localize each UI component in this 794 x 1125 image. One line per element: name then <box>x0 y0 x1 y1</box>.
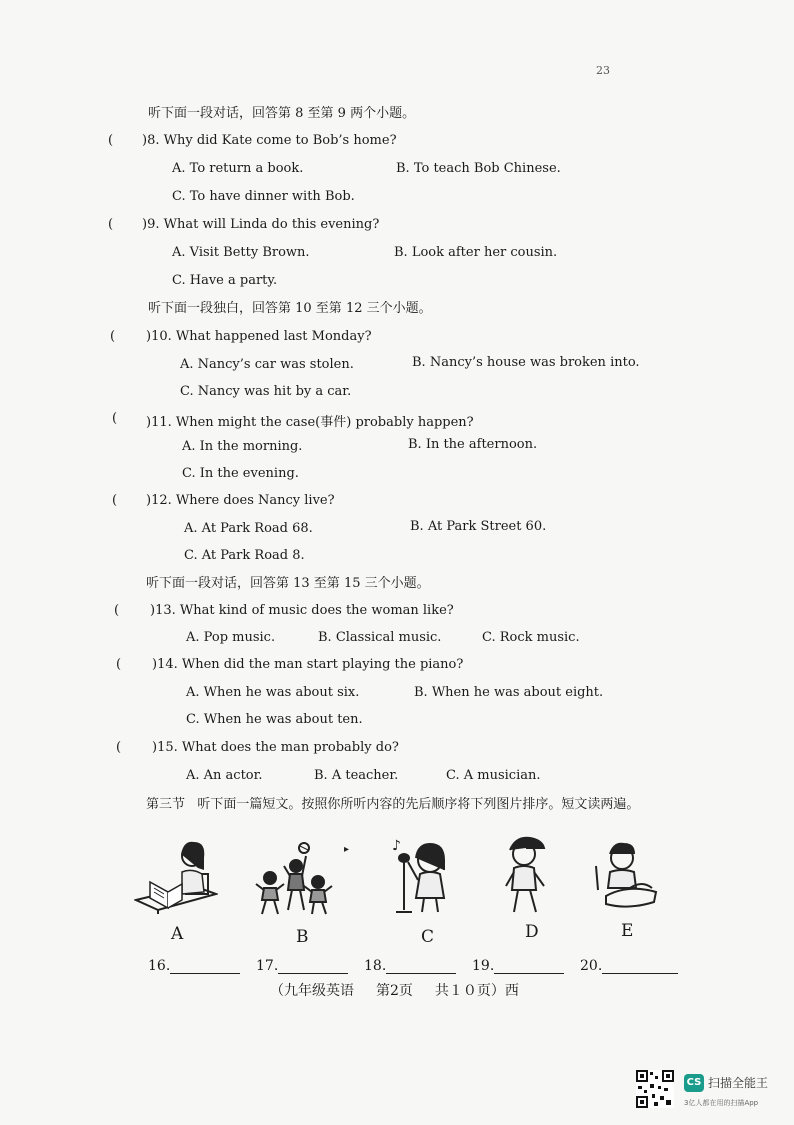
question-13: )13. What kind of music does the woman like? <box>150 603 454 618</box>
blank-number: 17. <box>256 958 279 974</box>
blank-line[interactable] <box>170 959 240 974</box>
option-a: A. When he was about six. <box>186 685 360 700</box>
option-c: C. Have a party. <box>172 273 278 288</box>
option-c: C. Rock music. <box>482 630 580 645</box>
option-b: B. Nancy’s house was broken into. <box>412 355 640 370</box>
page-mark: 23 <box>596 64 610 77</box>
camscanner-name: 扫描全能王 <box>708 1076 769 1090</box>
option-c: C. When he was about ten. <box>186 712 363 727</box>
question-15: )15. What does the man probably do? <box>152 740 399 755</box>
blank-number: 18. <box>364 958 387 974</box>
picture-a-reading <box>134 834 218 914</box>
option-b: B. A teacher. <box>314 768 399 783</box>
picture-d-boy <box>496 832 554 916</box>
answer-paren[interactable]: ( <box>116 740 122 755</box>
camscanner-tagline: 3亿人都在用的扫描App <box>684 1099 759 1107</box>
part3-heading <box>146 796 639 814</box>
question-11: )11. When might the case(事件) probably happen? <box>146 415 474 430</box>
option-a: A. Nancy’s car was stolen. <box>180 357 354 372</box>
answer-blank-20[interactable] <box>580 958 678 974</box>
blank-line[interactable] <box>494 959 564 974</box>
option-a: A. Pop music. <box>186 630 276 645</box>
answer-blank-16[interactable] <box>148 958 240 974</box>
option-c: C. Nancy was hit by a car. <box>180 384 352 399</box>
option-b: B. Look after her cousin. <box>394 245 558 260</box>
option-a: A. In the morning. <box>182 439 303 454</box>
footer-grade: （九年级英语 <box>270 983 354 999</box>
picture-c-singing <box>390 836 456 918</box>
picture-label-b: B <box>296 927 309 947</box>
answer-paren[interactable]: ( <box>108 217 114 232</box>
part3-instruction: 听下面一篇短文。按照你所听内容的先后顺序将下列图片排序。短文读两遍。 <box>197 797 640 812</box>
question-10: )10. What happened last Monday? <box>146 329 372 344</box>
svg-text:▸: ▸ <box>344 844 350 855</box>
picture-label-d: D <box>525 922 539 942</box>
option-c: C. To have dinner with Bob. <box>172 189 355 204</box>
option-a: A. To return a book. <box>172 161 304 176</box>
picture-e-eating <box>594 836 664 912</box>
blank-number: 19. <box>472 958 495 974</box>
question-12: )12. Where does Nancy live? <box>146 493 335 508</box>
option-c: C. At Park Road 8. <box>184 548 305 563</box>
picture-label-c: C <box>421 927 435 947</box>
page-footer <box>270 980 541 1000</box>
answer-paren[interactable]: ( <box>112 411 118 426</box>
section-title-1: 听下面一段对话，回答第 8 至第 9 两个小题。 <box>148 106 416 121</box>
blank-line[interactable] <box>386 959 456 974</box>
answer-blank-19[interactable] <box>472 958 564 974</box>
question-14: )14. When did the man start playing the piano? <box>152 657 464 672</box>
section-title-3: 听下面一段对话，回答第 13 至第 15 三个小题。 <box>146 576 430 591</box>
option-b: B. When he was about eight. <box>414 685 604 700</box>
blank-number: 20. <box>580 958 603 974</box>
option-b: B. Classical music. <box>318 630 442 645</box>
option-c: C. In the evening. <box>182 466 299 481</box>
section-title-2: 听下面一段独白，回答第 10 至第 12 三个小题。 <box>148 301 432 316</box>
blank-number: 16. <box>148 958 171 974</box>
option-a: A. Visit Betty Brown. <box>172 245 310 260</box>
option-b: B. To teach Bob Chinese. <box>396 161 561 176</box>
option-c: C. A musician. <box>446 768 541 783</box>
footer-total: 共１０页）西 <box>434 983 519 999</box>
picture-label-a: A <box>171 924 184 944</box>
footer-page: 第2页 <box>376 983 413 999</box>
picture-b-playing <box>254 838 356 918</box>
camscanner-logo: CS <box>684 1074 704 1092</box>
qr-code-icon <box>636 1070 674 1108</box>
blank-line[interactable] <box>278 959 348 974</box>
svg-text:♪: ♪ <box>392 838 401 854</box>
option-a: A. An actor. <box>186 768 263 783</box>
part3-label: 第三节 <box>146 797 186 812</box>
option-a: A. At Park Road 68. <box>184 521 313 536</box>
answer-paren[interactable]: ( <box>116 657 122 672</box>
answer-paren[interactable]: ( <box>108 133 114 148</box>
answer-paren[interactable]: ( <box>110 329 116 344</box>
answer-blank-17[interactable] <box>256 958 348 974</box>
answer-paren[interactable]: ( <box>112 493 118 508</box>
option-b: B. In the afternoon. <box>408 437 538 452</box>
question-9: )9. What will Linda do this evening? <box>142 217 380 232</box>
question-8: )8. Why did Kate come to Bob’s home? <box>142 133 397 148</box>
answer-blank-18[interactable] <box>364 958 456 974</box>
blank-line[interactable] <box>602 959 678 974</box>
option-b: B. At Park Street 60. <box>410 519 547 534</box>
answer-paren[interactable]: ( <box>114 603 120 618</box>
picture-label-e: E <box>621 921 634 941</box>
